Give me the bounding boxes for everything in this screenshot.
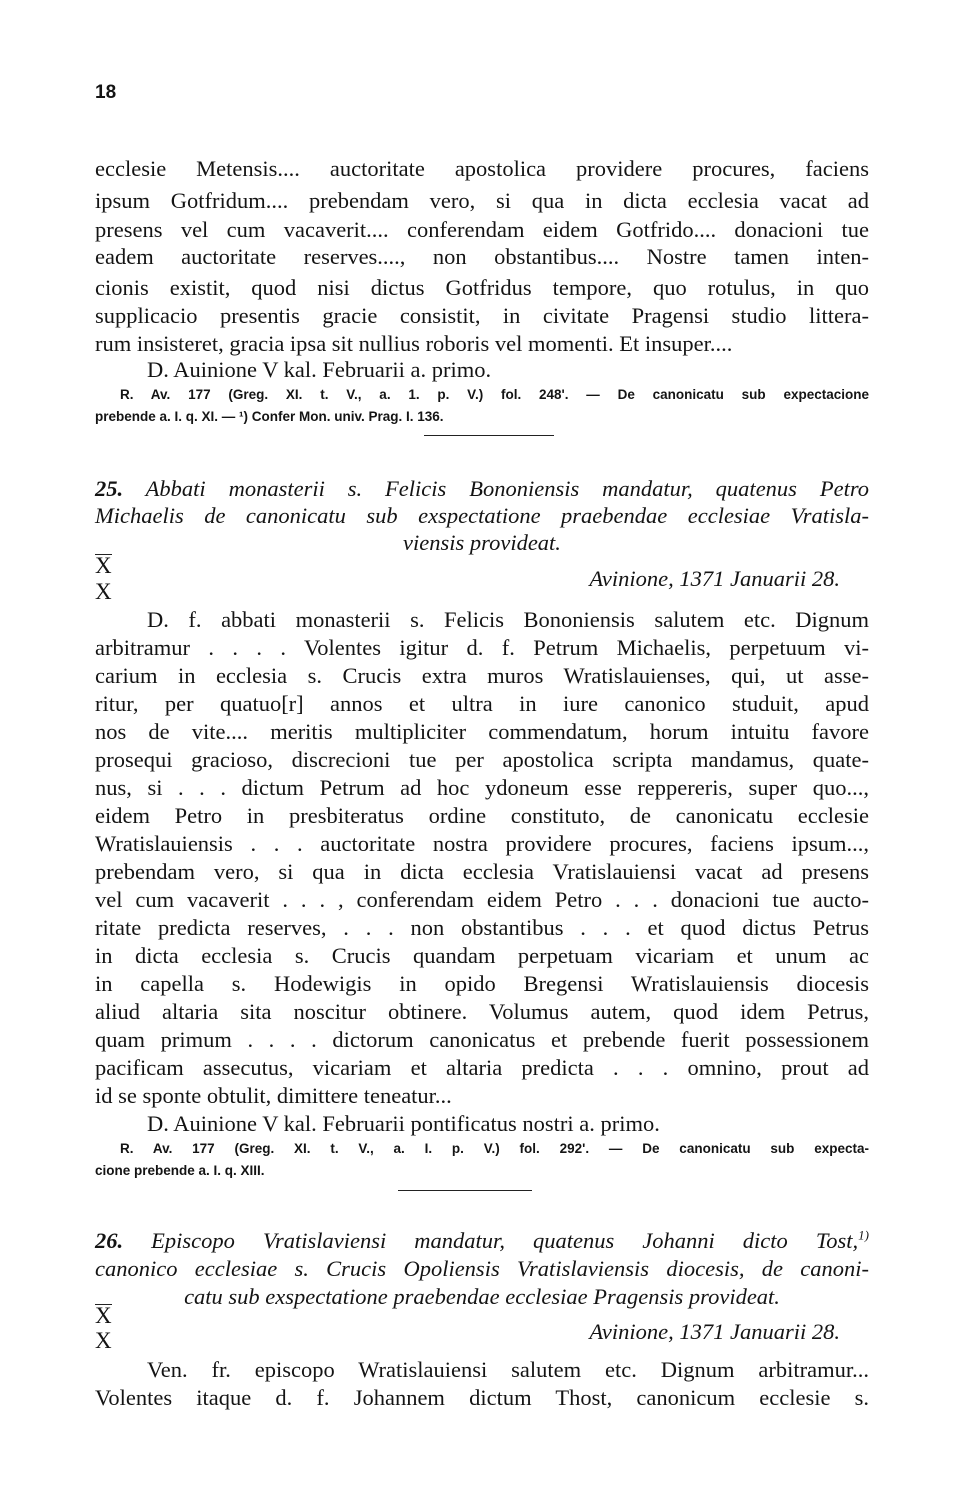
document-number: 26. [95, 1228, 124, 1253]
body-line: prosequi gracioso, discrecioni tue per apostolica scripta mandamus, quate- [95, 747, 869, 772]
document-heading-line: 25. Abbati monasterii s. Felicis Bononiensis mandatur, quatenus Petro [95, 476, 870, 501]
document-heading-line: Michaelis de canonicatu sub exspectatione praebendae ecclesiae Vratisla- [95, 503, 869, 528]
text-line: supplicacio presentis gracie consistit, in civitate Pragensi studio littera- [95, 303, 869, 328]
footnote-reference: 1) [858, 1227, 870, 1243]
document-number: 25. [95, 476, 124, 501]
body-line: ritate predicta reserves, . . . non obstantibus . . . et quod dictus Petrus [95, 915, 869, 940]
text-line: rum insisteret, gracia ipsa sit nullius roboris vel momenti. Et insuper.... [95, 331, 733, 356]
text-line: cionis existit, quod nisi dictus Gotfridus tempore, quo rotulus, in quo [95, 275, 869, 300]
body-line: nos de vite.... meritis multipliciter commendatum, horum intuitu favore [95, 719, 869, 744]
separator-line [424, 435, 554, 436]
body-line: D. f. abbati monasterii s. Felicis Bononiensis salutem etc. Dignum [147, 607, 869, 632]
register-mark: X [95, 1328, 112, 1353]
text-line: presens vel cum vacaverit.... conferendam eidem Gotfrido.... donacioni tue [95, 217, 869, 242]
body-line: in capella s. Hodewigis in opido Bregensi Wratislauiensis diocesis [95, 971, 869, 996]
body-line: Ven. fr. episcopo Wratislauiensi salutem etc. Dignum arbitramur... [147, 1357, 869, 1382]
text-line: ecclesie Metensis.... auctoritate apostolica providere procures, faciens [95, 156, 869, 181]
page-number: 18 [95, 82, 117, 103]
register-mark: X [95, 553, 112, 578]
dateline: Avinione, 1371 Januarii 28. [589, 566, 840, 591]
document-heading-line: canonico ecclesiae s. Crucis Opoliensis Vratislaviensis diocesis, de canoni- [95, 1256, 869, 1281]
date-line: D. Auinione V kal. Februarii pontificatus nostri a. primo. [147, 1111, 660, 1136]
text-line: ipsum Gotfridum.... prebendam vero, si qua in dicta ecclesia vacat ad [95, 188, 869, 213]
text-line: eadem auctoritate reserves...., non obstantibus.... Nostre tamen inten- [95, 244, 869, 269]
body-line: Volentes itaque d. f. Johannem dictum Thost, canonicum ecclesie s. [95, 1385, 869, 1410]
body-line: id se sponte obtulit, dimittere teneatur... [95, 1083, 452, 1108]
body-line: carium in ecclesia s. Crucis extra muros Wratislauienses, qui, ut asse- [95, 663, 869, 688]
body-line: nus, si . . . dictum Petrum ad hoc ydoneum esse reppereris, super quo..., [95, 775, 869, 800]
body-line: pacificam assecutus, vicariam et altaria predicta . . . omnino, prout ad [95, 1055, 869, 1080]
body-line: in dicta ecclesia s. Crucis quandam perpetuam vicariam et unum ac [95, 943, 869, 968]
body-line: aliud altaria sita noscitur obtinere. Volumus autem, quod idem Petrus, [95, 999, 869, 1024]
source-note: cione prebende a. I. q. XIII. [95, 1163, 265, 1178]
document-heading-line: catu sub exspectatione praebendae ecclesiae Pragensis provideat. [184, 1284, 780, 1309]
body-line: Wratislauiensis . . . auctoritate nostra providere procures, faciens ipsum..., [95, 831, 869, 856]
dateline: Avinione, 1371 Januarii 28. [589, 1319, 840, 1344]
source-note: R. Av. 177 (Greg. XI. t. V., a. 1. p. V.) fol. 248'. — De canonicatu sub expectacione [120, 387, 869, 402]
register-mark: X [95, 579, 112, 604]
body-line: ritur, per quatuo[r] annos et ultra in iure canonico studuit, apud [95, 691, 869, 716]
source-note: R. Av. 177 (Greg. XI. t. V., a. I. p. V.) fol. 292'. — De canonicatu sub expecta- [120, 1141, 869, 1156]
date-line: D. Auinione V kal. Februarii a. primo. [147, 357, 492, 382]
body-line: prebendam vero, si qua in dicta ecclesia Vratislauiensi vacat ad presens [95, 859, 869, 884]
body-line: arbitramur . . . . Volentes igitur d. f. Petrum Michaelis, perpetuum vi- [95, 635, 869, 660]
register-mark: X [95, 1303, 112, 1328]
document-heading-line: 26. Episcopo Vratislaviensi mandatur, quatenus Johanni dicto Tost,$^{1)}$ [95, 1227, 870, 1253]
body-line: quam primum . . . . dictorum canonicatus et prebende fuerit possessionem [95, 1027, 869, 1052]
document-heading-line: viensis provideat. [403, 530, 561, 555]
body-line: eidem Petro in presbiteratus ordine constituto, de canonicatu ecclesie [95, 803, 869, 828]
separator-line [398, 1190, 532, 1191]
body-line: vel cum vacaverit . . . , conferendam eidem Petro . . . donacioni tue aucto- [95, 887, 869, 912]
source-note: prebende a. I. q. XI. — ¹) Confer Mon. univ. Prag. I. 136. [95, 409, 444, 424]
